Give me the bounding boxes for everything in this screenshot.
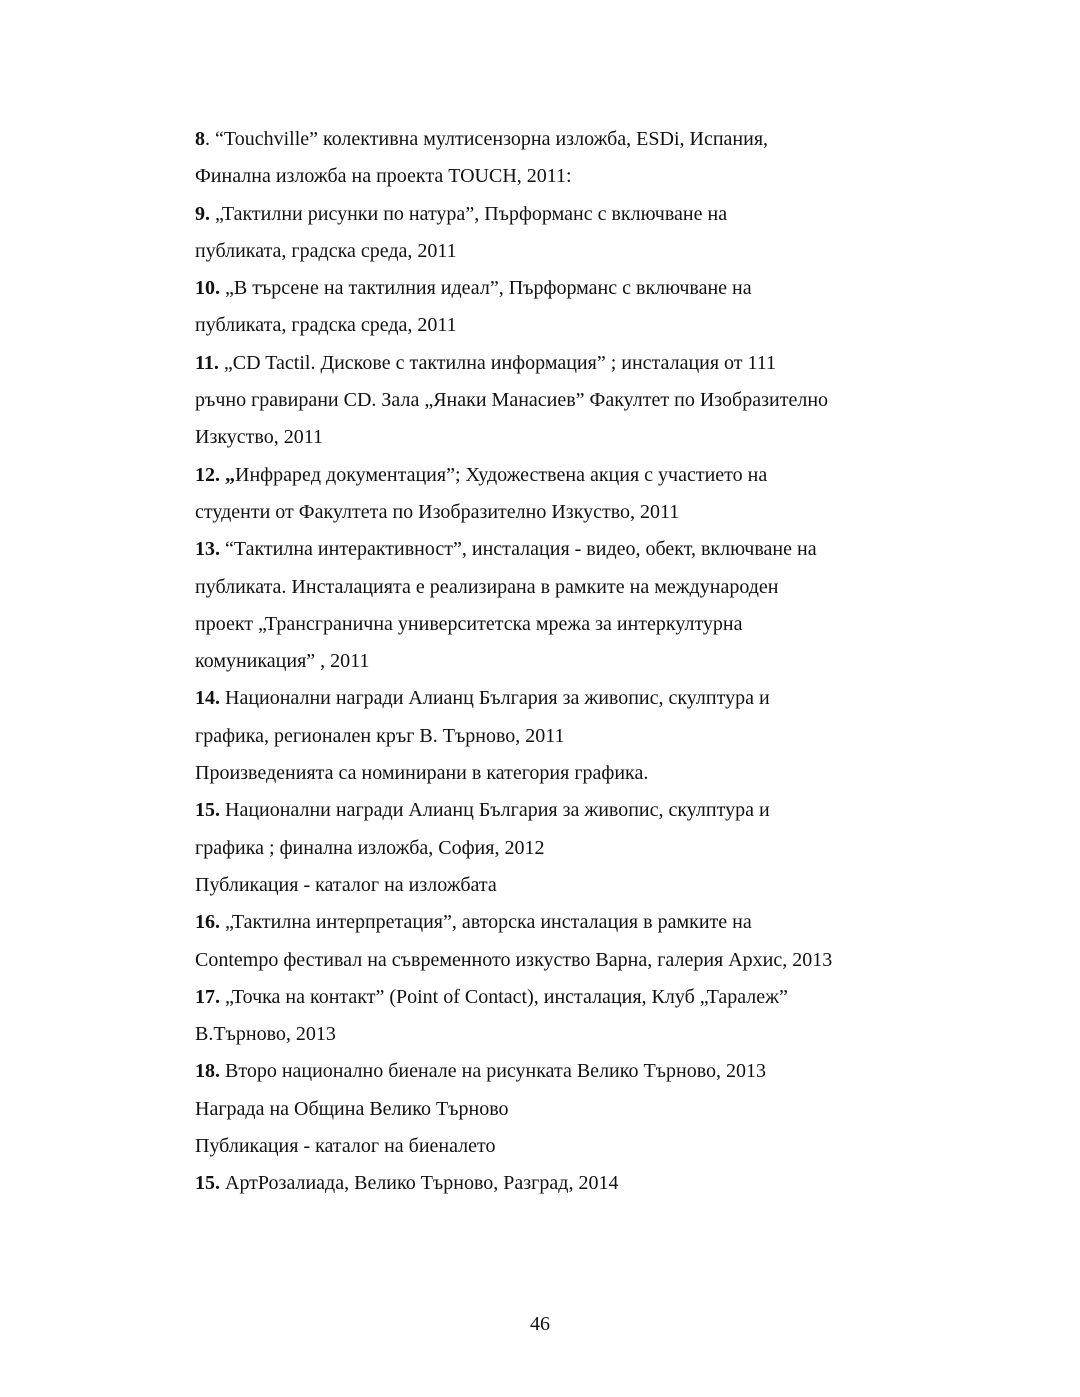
entry-continuation-line: графика ; финална изложба, София, 2012 xyxy=(195,836,545,859)
entry-number: 11. xyxy=(195,351,219,374)
entry-first-line xyxy=(195,979,895,1016)
entry-first-line xyxy=(195,345,895,382)
entry-text: “Тактилна интерактивност”, инсталация - видео, обект, включване на xyxy=(220,538,817,561)
exhibition-list xyxy=(195,121,895,1203)
entry-number: 9. xyxy=(195,202,210,225)
entry-continuation-line: графика, регионален кръг В. Търново, 2011 xyxy=(195,724,565,747)
entry-continuation-line: Публикация - каталог на биеналето xyxy=(195,1135,496,1158)
entry-first-line xyxy=(195,531,895,568)
entry-continuation-line: проект „Трансгранична университетска мрежа за интеркултурна xyxy=(195,612,743,635)
entry-continuation-line: Публикация - каталог на изложбата xyxy=(195,873,497,896)
exhibition-entry xyxy=(195,979,895,1054)
entry-continuation-line: студенти от Факултета по Изобразително Изкуство, 2011 xyxy=(195,500,680,523)
entry-continuation-line: Произведенията са номинирани в категория графика. xyxy=(195,762,649,785)
entry-number: 10. xyxy=(195,277,220,300)
entry-first-line xyxy=(195,457,895,494)
entry-first-line xyxy=(195,1165,895,1202)
entry-continuation-line: комуникация” , 2011 xyxy=(195,650,370,673)
entry-text: „В търсене на тактилния идеал”, Пърформанс с включване на xyxy=(220,277,752,300)
entry-first-line xyxy=(195,270,895,307)
entry-continuation-line: публиката, градска среда, 2011 xyxy=(195,314,457,337)
entry-continuation-line: Награда на Община Велико Търново xyxy=(195,1097,509,1120)
exhibition-entry xyxy=(195,457,895,532)
entry-text: Инфрарeд документация”; Художествена акция с участието на xyxy=(235,463,768,486)
entry-continuation-line: Contempo фестивал на съвременното изкуство Варна, галерия Архис, 2013 xyxy=(195,948,833,971)
entry-continuation-line: Финална изложба на проекта TOUCH, 2011: xyxy=(195,165,572,188)
exhibition-entry xyxy=(195,345,895,457)
entry-continuation-line: ръчно гравирани CD. Зала „Янаки Манасиев” Факултет по Изобразително xyxy=(195,389,829,412)
exhibition-entry xyxy=(195,792,895,904)
entry-text: . “Touchville” колективна мултисензорна изложба, ESDi, Испания, xyxy=(205,128,769,150)
entry-text: „CD Tactil. Дискове с тактилна информация” ; инсталация от 111 xyxy=(218,351,777,374)
entry-first-line xyxy=(195,196,895,233)
entry-continuation-line: публиката. Инсталацията е реализирана в рамките на международен xyxy=(195,575,779,598)
page-number: 46 xyxy=(530,1313,550,1335)
entry-text: АртРозалиада, Велико Търново, Разград, 2014 xyxy=(220,1172,619,1195)
entry-number: 12. „ xyxy=(195,463,235,486)
entry-continuation-line: В.Търново, 2013 xyxy=(195,1023,336,1046)
exhibition-entry xyxy=(195,121,895,196)
entry-continuation-line: публиката, градска среда, 2011 xyxy=(195,239,457,262)
entry-first-line xyxy=(195,904,895,941)
entry-number: 8 xyxy=(195,128,205,150)
entry-text: Национални награди Алианц България за живопис, скулптура и xyxy=(220,687,770,710)
entry-first-line xyxy=(195,792,895,829)
entry-first-line xyxy=(195,680,895,717)
entry-number: 18. xyxy=(195,1060,220,1083)
exhibition-entry xyxy=(195,904,895,979)
entry-text: Второ национално биенале на рисунката Велико Търново, 2013 xyxy=(220,1060,767,1083)
entry-number: 14. xyxy=(195,687,220,710)
entry-number: 16. xyxy=(195,911,220,934)
entry-text: „Тактилна интерпретация”, авторска инсталация в рамките на xyxy=(220,911,752,934)
exhibition-entry xyxy=(195,680,895,792)
entry-number: 17. xyxy=(195,985,220,1008)
entry-text: Национални награди Алианц България за живопис, скулптура и xyxy=(220,799,770,822)
entry-first-line xyxy=(195,1053,895,1090)
entry-number: 13. xyxy=(195,538,220,561)
entry-continuation-line: Изкуство, 2011 xyxy=(195,426,323,449)
exhibition-entry xyxy=(195,270,895,345)
exhibition-entry xyxy=(195,531,895,680)
entry-text: „Тактилни рисунки по натура”, Пърформанс с включване на xyxy=(210,202,728,225)
exhibition-entry xyxy=(195,1165,895,1202)
entry-text: „Точка на контакт” (Point of Contact), инсталация, Клуб „Таралеж” xyxy=(220,985,788,1008)
exhibition-entry xyxy=(195,1053,895,1165)
entry-number: 15. xyxy=(195,1172,220,1195)
entry-number: 15. xyxy=(195,799,220,822)
exhibition-entry xyxy=(195,196,895,271)
entry-first-line xyxy=(195,121,895,158)
